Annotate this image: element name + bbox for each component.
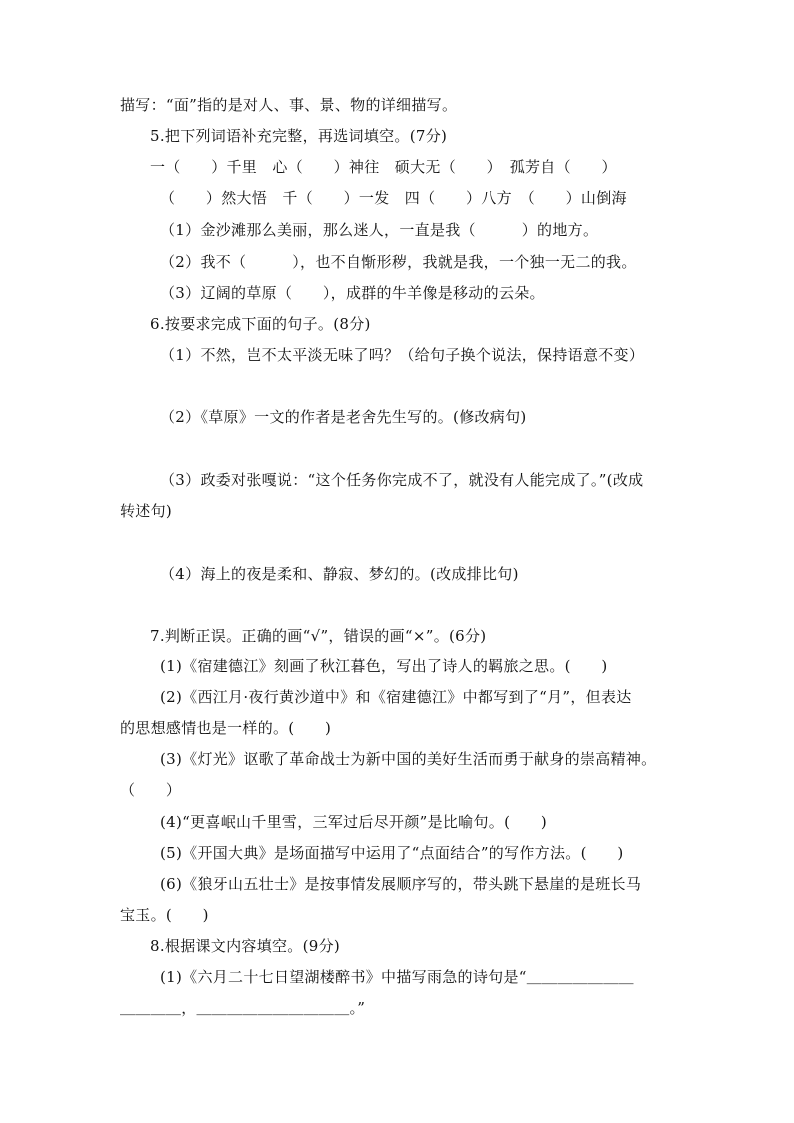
- text-line: ＿＿＿＿，＿＿＿＿＿＿＿＿＿＿。”: [120, 999, 366, 1017]
- question-8-heading: 8.根据课文内容填空。(9分): [150, 937, 341, 955]
- sentence-item: （2）我不（ ），也不自惭形秽，我就是我，一个独一无二的我。: [160, 253, 637, 271]
- sentence-item: （3）辽阔的草原（ ），成群的牛羊像是移动的云朵。: [160, 284, 545, 302]
- text-line: 宝玉。( ): [120, 906, 209, 924]
- word-fill-row: （ ）然大悟 千（ ）一发 四（ ）八方 （ ）山倒海: [160, 189, 627, 207]
- sentence-item: （1）金沙滩那么美丽，那么迷人，一直是我（ ）的地方。: [160, 221, 599, 239]
- judgement-item: (4)“更喜岷山千里雪，三军过后尽开颜”是比喻句。( ): [160, 813, 547, 831]
- sentence-item: （3）政委对张嘎说：“这个任务你完成不了，就没有人能完成了。”(改成: [160, 471, 644, 489]
- judgement-item: (2)《西江月·夜行黄沙道中》和《宿建德江》中都写到了“月”，但表达: [160, 688, 632, 706]
- text-line: （ ）: [120, 781, 182, 799]
- judgement-item: (3)《灯光》讴歌了革命战士为新中国的美好生活而勇于献身的崇高精神。: [160, 750, 657, 768]
- judgement-item: (6)《狼牙山五壮士》是按事情发展顺序写的，带头跳下悬崖的是班长马: [160, 875, 642, 893]
- text-line: 的思想感情也是一样的。( ): [120, 719, 332, 737]
- judgement-item: (1)《宿建德江》刻画了秋江暮色，写出了诗人的羁旅之思。( ): [160, 657, 608, 675]
- text-line: 转述句): [120, 502, 173, 520]
- sentence-item: （1）不然，岂不太平淡无味了吗？（给句子换个说法，保持语意不变）: [160, 346, 645, 364]
- sentence-item: （4）海上的夜是柔和、静寂、梦幻的。(改成排比句): [160, 565, 519, 583]
- fill-blank-item: (1)《六月二十七日望湖楼醉书》中描写雨急的诗句是“＿＿＿＿＿＿＿: [160, 968, 634, 986]
- question-6-heading: 6.按要求完成下面的句子。(8分): [150, 315, 371, 333]
- judgement-item: (5)《开国大典》是场面描写中运用了“点面结合”的写作方法。( ): [160, 844, 624, 862]
- question-5-heading: 5.把下列词语补充完整，再选词填空。(7分): [150, 127, 448, 145]
- question-7-heading: 7.判断正误。正确的画“√”，错误的画“×”。(6分): [150, 627, 487, 645]
- word-fill-row: 一（ ）千里 心（ ）神往 硕大无（ ） 孤芳自（ ）: [150, 158, 617, 176]
- sentence-item: （2）《草原》一文的作者是老舍先生写的。(修改病句): [160, 408, 527, 426]
- text-line: 描写：“面”指的是对人、事、景、物的详细描写。: [120, 96, 458, 114]
